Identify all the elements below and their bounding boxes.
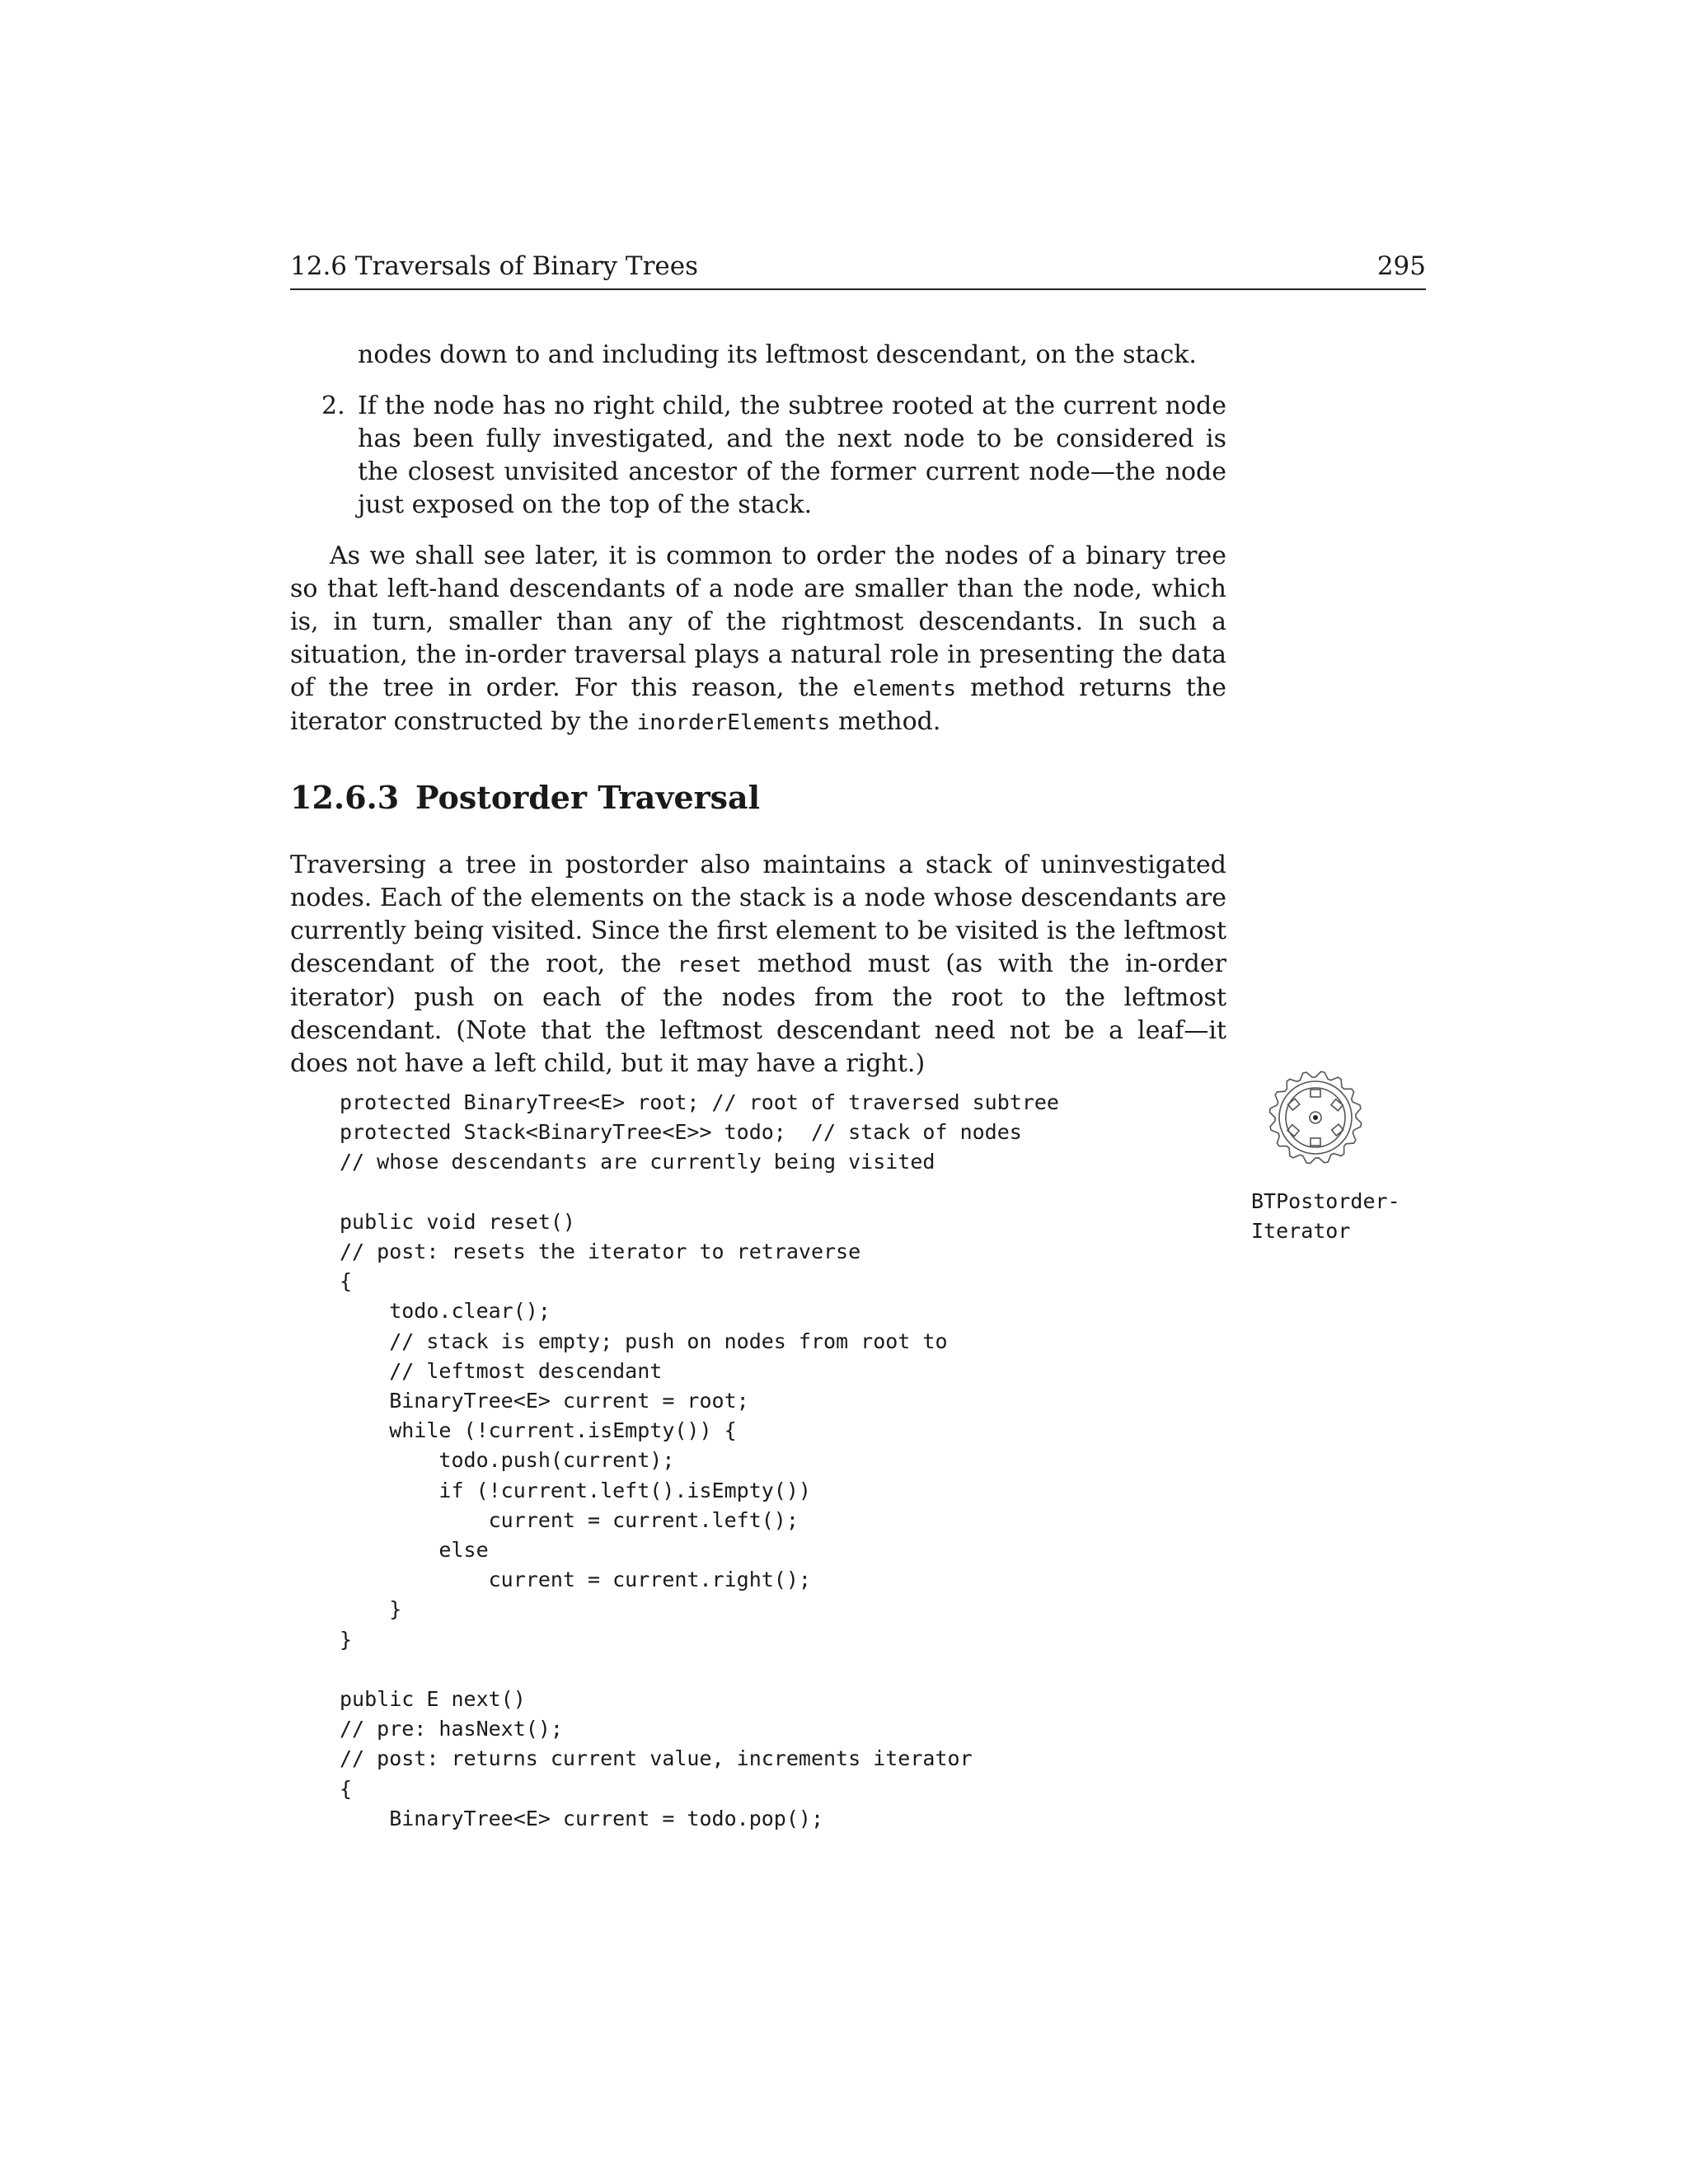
inline-code-elements: elements	[852, 677, 957, 701]
running-header-title: 12.6 Traversals of Binary Trees	[290, 251, 699, 281]
paragraph-text: method.	[830, 707, 941, 736]
margin-note-label: BTPostorder- Iterator	[1251, 1189, 1400, 1243]
paragraph-inorder-ordering	[290, 540, 1226, 739]
paragraph-text: method returns the iterator constructed by the	[290, 673, 1226, 736]
list-item-2	[290, 390, 1226, 522]
list-item-continuation: nodes down to and including its leftmost descendant, on the stack.	[358, 340, 1197, 369]
list-item-number: 2.	[321, 391, 345, 420]
inline-code-inorder-elements: inorderElements	[636, 710, 831, 735]
paragraph-text: method must (as with the in-order iterator) push on each of the nodes from the root to the leftmost descendant. (Note that the leftmost descendant need not be a leaf—it does not have a left child, but it may have a right.)	[290, 949, 1226, 1078]
list-item-text: If the node has no right child, the subtree rooted at the current node has been fully investigated, and the next node to be considered is the closest unvisited ancestor of the former current node—the node just exposed on the top of the stack.	[358, 391, 1226, 519]
page-number: 295	[1376, 251, 1426, 281]
section-heading	[290, 778, 760, 818]
running-header	[290, 251, 1426, 290]
section-number: 12.6.3	[290, 779, 400, 816]
paragraph-text: Traversing a tree in postorder also maintains a stack of uninvestigated nodes. Each of the elements on the stack is a node whose descendants are currently being visited. Since the first element to be visited is the leftmost descendant of the root, the	[290, 851, 1226, 978]
code-listing: protected BinaryTree<E> root; // root of traversed subtree protected Stack<BinaryTree<E>> todo; // stack of nodes // whose descendants are currently being visited public void reset() // post: resets the iterator to retraverse { todo.clear(); // stack is empty; push on nodes from root to // leftmost descendant BinaryTree<E> current = root; while (!current.isEmpty()) { todo.push(current); if (!current.left().isEmpty()) current = current.left(); else current = current.right(); } } public E next() // pre: hasNext(); // post: returns current value, increments iterator { BinaryTree<E> current = todo.pop();	[340, 1090, 1059, 1830]
gear-icon	[1268, 1070, 1363, 1165]
section-title: Postorder Traversal	[415, 779, 761, 816]
inline-code-reset: reset	[677, 953, 742, 977]
paragraph-text: As we shall see later, it is common to order the nodes of a binary tree so that left-hand descendants of a node are smaller than the node, which is, in turn, smaller than any of the rightmost descendants. In such a situation, the in-order traversal plays a natural role in presenting the data of the tree in order. For this reason, the	[290, 541, 1226, 702]
paragraph-postorder-intro	[290, 849, 1226, 1080]
